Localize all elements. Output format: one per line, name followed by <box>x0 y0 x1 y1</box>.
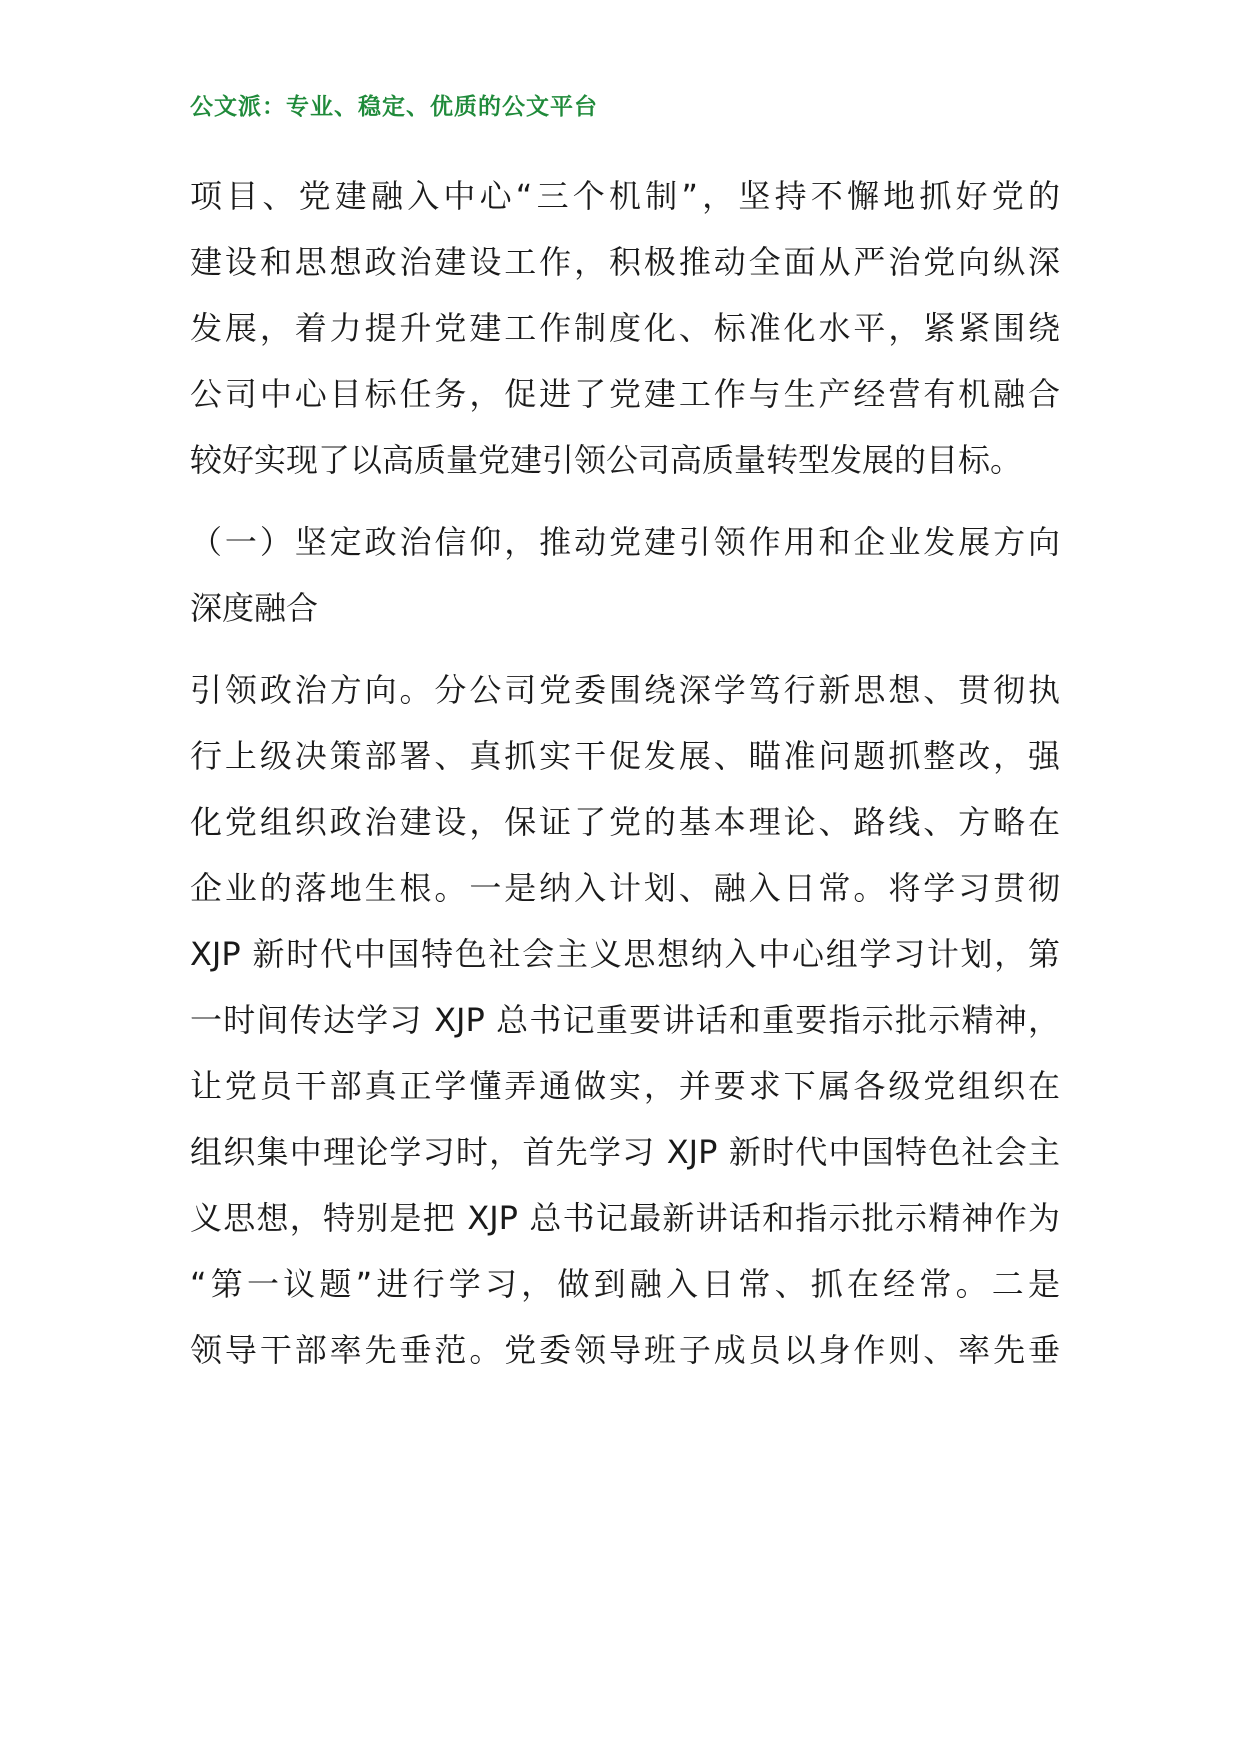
paragraph-line: 化党组织政治建设，保证了党的基本理论、路线、方略在 <box>190 803 1060 841</box>
page-header: 公文派：专业、稳定、优质的公文平台 <box>190 94 598 120</box>
paragraph-line: 公司中心目标任务，促进了党建工作与生产经营有机融合 <box>190 375 1060 413</box>
section-heading-line: （一）坚定政治信仰，推动党建引领作用和企业发展方向 <box>190 523 1060 561</box>
paragraph-line: 组织集中理论学习时，首先学习 XJP 新时代中国特色社会主 <box>190 1133 1060 1171</box>
paragraph-line: 引领政治方向。分公司党委围绕深学笃行新思想、贯彻执 <box>190 671 1060 709</box>
section-heading-line: 深度融合 <box>190 589 319 627</box>
paragraph-line: 行上级决策部署、真抓实干促发展、瞄准问题抓整改，强 <box>190 737 1060 775</box>
paragraph-line: 项目、党建融入中心“三个机制”，坚持不懈地抓好党的 <box>190 177 1060 215</box>
paragraph-line: 较好实现了以高质量党建引领公司高质量转型发展的目标。 <box>190 441 1023 479</box>
paragraph-line: “第一议题”进行学习，做到融入日常、抓在经常。二是 <box>190 1265 1060 1303</box>
paragraph-line: 领导干部率先垂范。党委领导班子成员以身作则、率先垂 <box>190 1331 1060 1369</box>
paragraph-line: 让党员干部真正学懂弄通做实，并要求下属各级党组织在 <box>190 1067 1060 1105</box>
paragraph-line: 发展，着力提升党建工作制度化、标准化水平，紧紧围绕 <box>190 309 1060 347</box>
paragraph-line: 一时间传达学习 XJP 总书记重要讲话和重要指示批示精神， <box>190 1001 1060 1039</box>
paragraph-line: XJP 新时代中国特色社会主义思想纳入中心组学习计划，第 <box>190 935 1060 973</box>
paragraph-line: 企业的落地生根。一是纳入计划、融入日常。将学习贯彻 <box>190 869 1060 907</box>
paragraph-line: 义思想，特别是把 XJP 总书记最新讲话和指示批示精神作为 <box>190 1199 1060 1237</box>
paragraph-line: 建设和思想政治建设工作，积极推动全面从严治党向纵深 <box>190 243 1060 281</box>
